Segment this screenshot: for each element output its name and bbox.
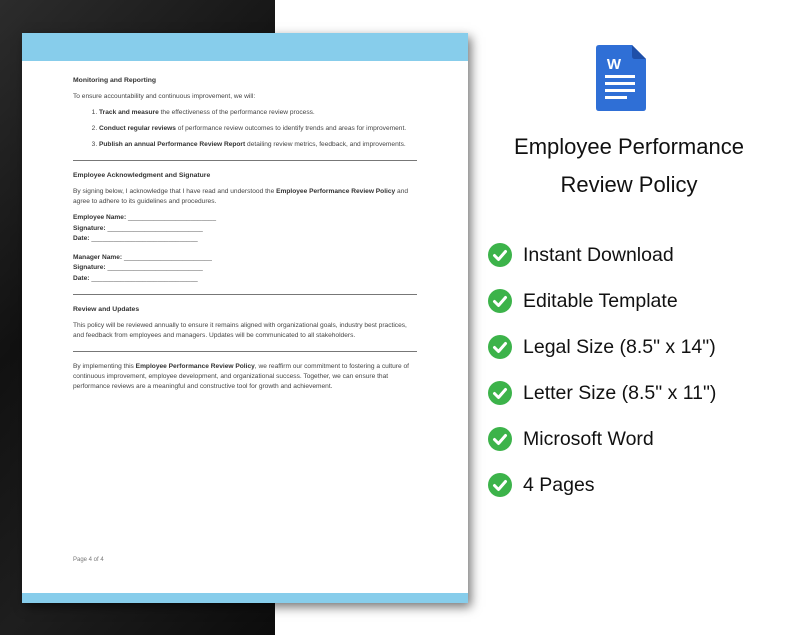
- closing-text: By implementing this Employee Performance Review Policy, we reaffirm our commitment to fostering a culture of continuous improvement, employee development, and organizational success. Together, we can ensure that performance reviews are a meaningful and constructive tool for growth and achievement.: [73, 363, 409, 390]
- document-preview: [22, 33, 468, 603]
- check-circle-icon: [488, 427, 512, 451]
- check-circle-icon: [488, 473, 512, 497]
- header-band: [22, 33, 468, 61]
- footer-band: [22, 593, 468, 603]
- divider: [73, 160, 417, 161]
- feature-label: Microsoft Word: [523, 427, 654, 450]
- section-heading-monitoring: Monitoring and Reporting: [73, 77, 157, 84]
- product-title: [488, 128, 770, 204]
- check-circle-icon: [488, 243, 512, 267]
- feature-label: Editable Template: [523, 289, 678, 312]
- document-body: [73, 76, 417, 398]
- divider: [73, 294, 417, 295]
- feature-item: [488, 370, 788, 416]
- feature-item: [488, 324, 788, 370]
- feature-label: Legal Size (8.5" x 14"): [523, 335, 716, 358]
- check-circle-icon: [488, 381, 512, 405]
- manager-signature-line: Signature: __________________________: [73, 264, 203, 271]
- list-item: 3. Publish an annual Performance Review Report detailing review metrics, feedback, and improvements.: [99, 140, 417, 150]
- section-heading-review: Review and Updates: [73, 306, 140, 313]
- feature-list: [488, 232, 788, 508]
- page-number: Page 4 of 4: [73, 557, 104, 563]
- check-circle-icon: [488, 289, 512, 313]
- microsoft-word-icon: [596, 45, 646, 111]
- feature-item: [488, 278, 788, 324]
- employee-date-line: Date: _____________________________: [73, 235, 198, 242]
- feature-label: Letter Size (8.5" x 11"): [523, 381, 717, 404]
- feature-label: 4 Pages: [523, 473, 595, 496]
- manager-date-line: Date: _____________________________: [73, 274, 198, 282]
- section-heading-acknowledgment: Employee Acknowledgment and Signature: [73, 172, 211, 179]
- feature-label: Instant Download: [523, 243, 674, 266]
- acknowledgment-text: By signing below, I acknowledge that I have read and understood the Employee Performance Review Policy and agree to adhere to its guidelines and procedures.: [73, 188, 409, 205]
- monitoring-list: [73, 108, 417, 150]
- divider: [73, 351, 417, 352]
- review-text: This policy will be reviewed annually to ensure it remains aligned with organizational goals, industry best practices, and feedback from employees and managers. Updates will be communicated to all stakeholders.: [73, 322, 407, 339]
- check-circle-icon: [488, 335, 512, 359]
- employee-name-line: Employee Name: ________________________: [73, 214, 216, 221]
- employee-signature-line: Signature: __________________________: [73, 224, 203, 232]
- manager-name-line: Manager Name: ________________________: [73, 253, 212, 261]
- feature-item: [488, 416, 788, 462]
- feature-item: [488, 232, 788, 278]
- title-line-1: Employee Performance: [514, 134, 744, 159]
- list-item: 2. Conduct regular reviews of performance review outcomes to identify trends and areas for improvement.: [99, 124, 417, 134]
- feature-item: [488, 462, 788, 508]
- title-line-2: Review Policy: [560, 172, 698, 197]
- svg-text:W: W: [606, 56, 622, 73]
- list-item: 1. Track and measure the effectiveness of the performance review process.: [99, 108, 417, 118]
- section-intro: To ensure accountability and continuous improvement, we will:: [73, 93, 256, 100]
